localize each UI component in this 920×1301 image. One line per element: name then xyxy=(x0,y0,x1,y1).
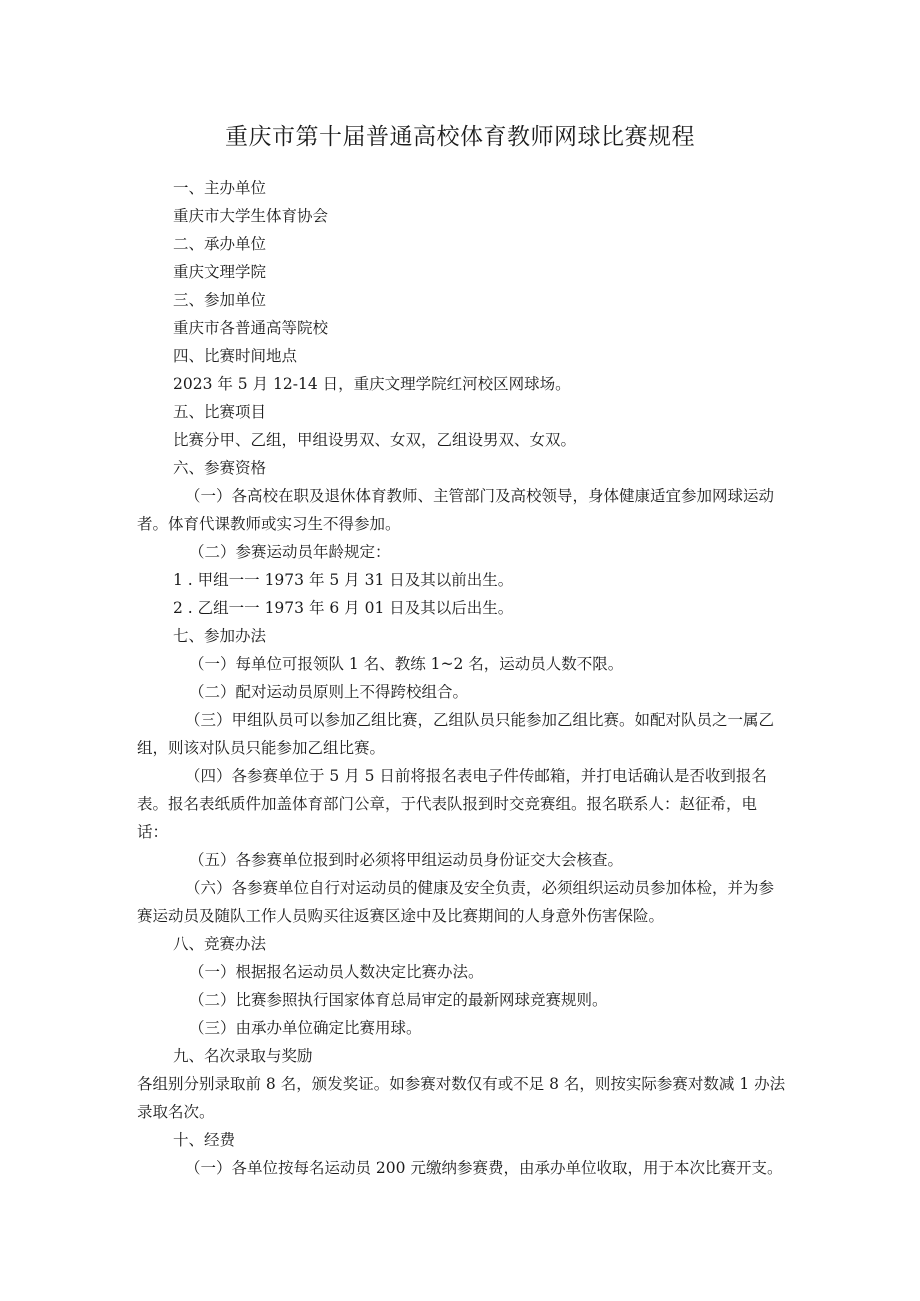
section-heading: 四、比赛时间地点 xyxy=(173,347,298,365)
section-heading: 五、比赛项目 xyxy=(173,403,267,421)
document-title: 重庆市第十届普通高校体育教师网球比赛规程 xyxy=(225,124,695,150)
section-text: 重庆文理学院 xyxy=(173,263,267,281)
section-heading: 十、经费 xyxy=(173,1131,236,1149)
section-text: 比赛分甲、乙组，甲组设男双、女双，乙组设男双、女双。 xyxy=(173,431,577,449)
paragraph: （一）根据报名运动员人数决定比赛办法。 xyxy=(189,963,484,981)
paragraph: （二）配对运动员原则上不得跨校组合。 xyxy=(189,683,469,701)
section-heading: 九、名次录取与奖励 xyxy=(173,1047,313,1065)
paragraph: （一）每单位可报领队 1 名、教练 1~2 名，运动员人数不限。 xyxy=(189,655,624,673)
list-item: 2 . 乙组一一 1973 年 6 月 01 日及其以后出生。 xyxy=(173,599,514,617)
paragraph: （五）各参赛单位报到时必须将甲组运动员身份证交大会核查。 xyxy=(189,851,624,869)
section-text: 2023 年 5 月 12-14 日，重庆文理学院红河校区网球场。 xyxy=(173,375,571,393)
paragraph: （四）各参赛单位于 5 月 5 日前将报名表电子件传邮箱，并打电话确认是否收到报名表。报名表纸质件加盖体育部门公章，于代表队报到时交竞赛组。报名联系人：赵征希，电话： xyxy=(137,767,767,841)
paragraph: （二）比赛参照执行国家体育总局审定的最新网球竞赛规则。 xyxy=(189,991,608,1009)
section-heading: 七、参加办法 xyxy=(173,627,267,645)
paragraph: （六）各参赛单位自行对运动员的健康及安全负责，必须组织运动员参加体检，并为参赛运动员及随队工作人员购买往返赛区途中及比赛期间的人身意外伤害保险。 xyxy=(137,879,775,925)
section-heading: 六、参赛资格 xyxy=(173,459,267,477)
section-text: 重庆市各普通高等院校 xyxy=(173,319,329,337)
paragraph: （二）参赛运动员年龄规定： xyxy=(189,543,391,561)
paragraph: （一）各单位按每名运动员 200 元缴纳参赛费，由承办单位收取，用于本次比赛开支。 xyxy=(185,1159,783,1177)
paragraph: （三）甲组队员可以参加乙组比赛，乙组队员只能参加乙组比赛。如配对队员之一属乙组，则该对队员只能参加乙组比赛。 xyxy=(137,711,775,757)
section-heading: 一、主办单位 xyxy=(173,179,267,197)
paragraph: （一）各高校在职及退休体育教师、主管部门及高校领导，身体健康适宜参加网球运动者。体育代课教师或实习生不得参加。 xyxy=(137,487,775,533)
paragraph: （三）由承办单位确定比赛用球。 xyxy=(189,1019,422,1037)
section-heading: 八、竞赛办法 xyxy=(173,935,267,953)
section-heading: 二、承办单位 xyxy=(173,235,267,253)
document-body xyxy=(137,174,787,1182)
paragraph: 各组别分别录取前 8 名，颁发奖证。如参赛对数仅有或不足 8 名，则按实际参赛对数减 1 办法录取名次。 xyxy=(137,1075,786,1121)
section-text: 重庆市大学生体育协会 xyxy=(173,207,329,225)
section-heading: 三、参加单位 xyxy=(173,291,267,309)
list-item: 1 . 甲组一一 1973 年 5 月 31 日及其以前出生。 xyxy=(173,571,514,589)
